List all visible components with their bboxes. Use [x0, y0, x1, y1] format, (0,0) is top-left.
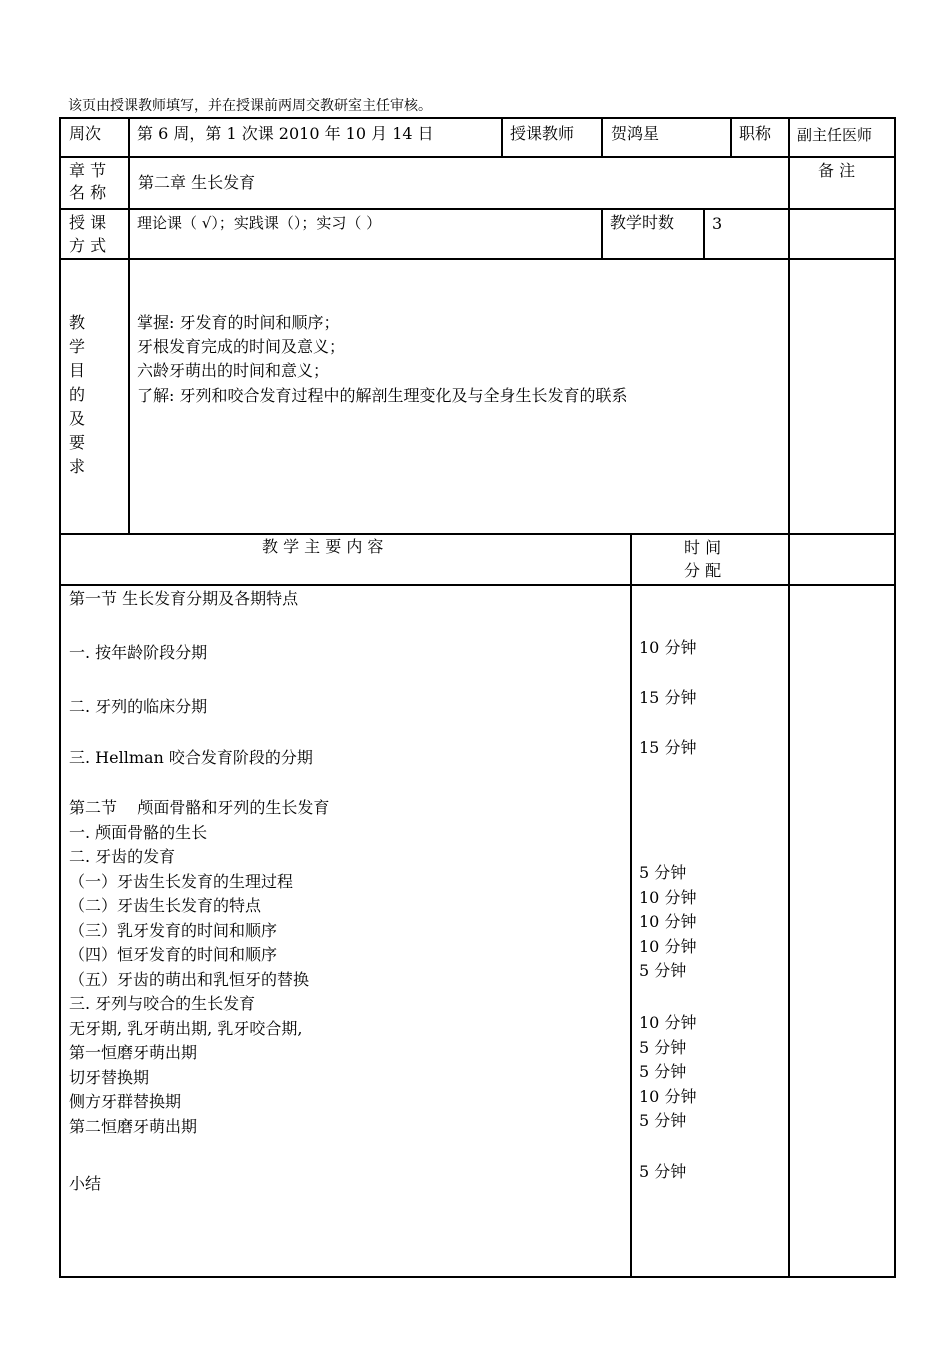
time-value: 5 分钟	[639, 1162, 687, 1181]
week-label: 周次	[69, 124, 102, 143]
time-header-line1: 时 间	[684, 538, 722, 557]
content-item: 二. 牙列的临床分期	[69, 697, 208, 716]
form-note: 该页由授课教师填写，并在授课前两周交教研室主任审核。	[68, 98, 432, 114]
objective-line: 了解: 牙列和咬合发育过程中的解剖生理变化及与全身生长发育的联系	[137, 386, 628, 405]
objective-line: 掌握: 牙发育的时间和顺序；	[137, 313, 340, 332]
content-item: 三. Hellman 咬合发育阶段的分期	[69, 748, 313, 767]
section-heading: 第一节 生长发育分期及各期特点	[69, 589, 299, 608]
time-values-group: 5 分钟 10 分钟 10 分钟 10 分钟 5 分钟	[639, 863, 697, 980]
hours-value: 3	[712, 214, 723, 233]
time-header-line2: 分 配	[684, 561, 722, 580]
summary-label: 小结	[69, 1174, 102, 1193]
objective-line: 牙根发育完成的时间及意义；	[137, 337, 346, 356]
section-two-outline: 第二节 颅面骨骼和牙列的生长发育 一. 颅面骨骼的生长 二. 牙齿的发育 （一）牙齿生长发育的生理过程 （二）牙齿生长发育的特点 （三）乳牙发育的时间和顺序 （四）恒牙发育的时间和顺序 （五）牙齿的萌出和乳恒牙的替换 三. 牙列与咬合的生长发育 无牙期, 乳牙萌出期, 乳牙咬合期, 第一恒磨牙萌出期 切牙替换期 侧方牙群替换期 第二恒磨牙萌出期	[69, 798, 330, 1136]
time-value: 15 分钟	[639, 738, 697, 757]
remark-label: 备 注	[818, 161, 856, 180]
method-label-line2: 方 式	[69, 236, 107, 255]
teacher-label: 授课教师	[510, 124, 575, 143]
content-header-title: 教 学 主 要 内 容	[262, 537, 384, 556]
chapter-label-line2: 名 称	[69, 183, 107, 202]
week-value: 第 6 周，第 1 次课 2010 年 10 月 14 日	[137, 124, 434, 143]
method-value: 理论课（ √）；实践课（）；实习（ ）	[137, 214, 382, 232]
objectives-label: 教 学 目 的 及 要 求	[69, 313, 86, 476]
title-label: 职称	[739, 124, 772, 143]
content-item: 一. 按年龄阶段分期	[69, 643, 208, 662]
chapter-name: 第二章 生长发育	[138, 173, 256, 192]
time-values-group: 10 分钟 5 分钟 5 分钟 10 分钟 5 分钟	[639, 1013, 697, 1130]
hours-label: 教学时数	[610, 213, 675, 232]
title-value: 副主任医师	[797, 126, 873, 144]
method-label-line1: 授 课	[69, 213, 107, 232]
teacher-name: 贺鸿星	[611, 124, 660, 143]
objective-line: 六龄牙萌出的时间和意义；	[137, 361, 330, 380]
time-value: 15 分钟	[639, 688, 697, 707]
time-value: 10 分钟	[639, 638, 697, 657]
chapter-label-line1: 章 节	[69, 161, 107, 180]
